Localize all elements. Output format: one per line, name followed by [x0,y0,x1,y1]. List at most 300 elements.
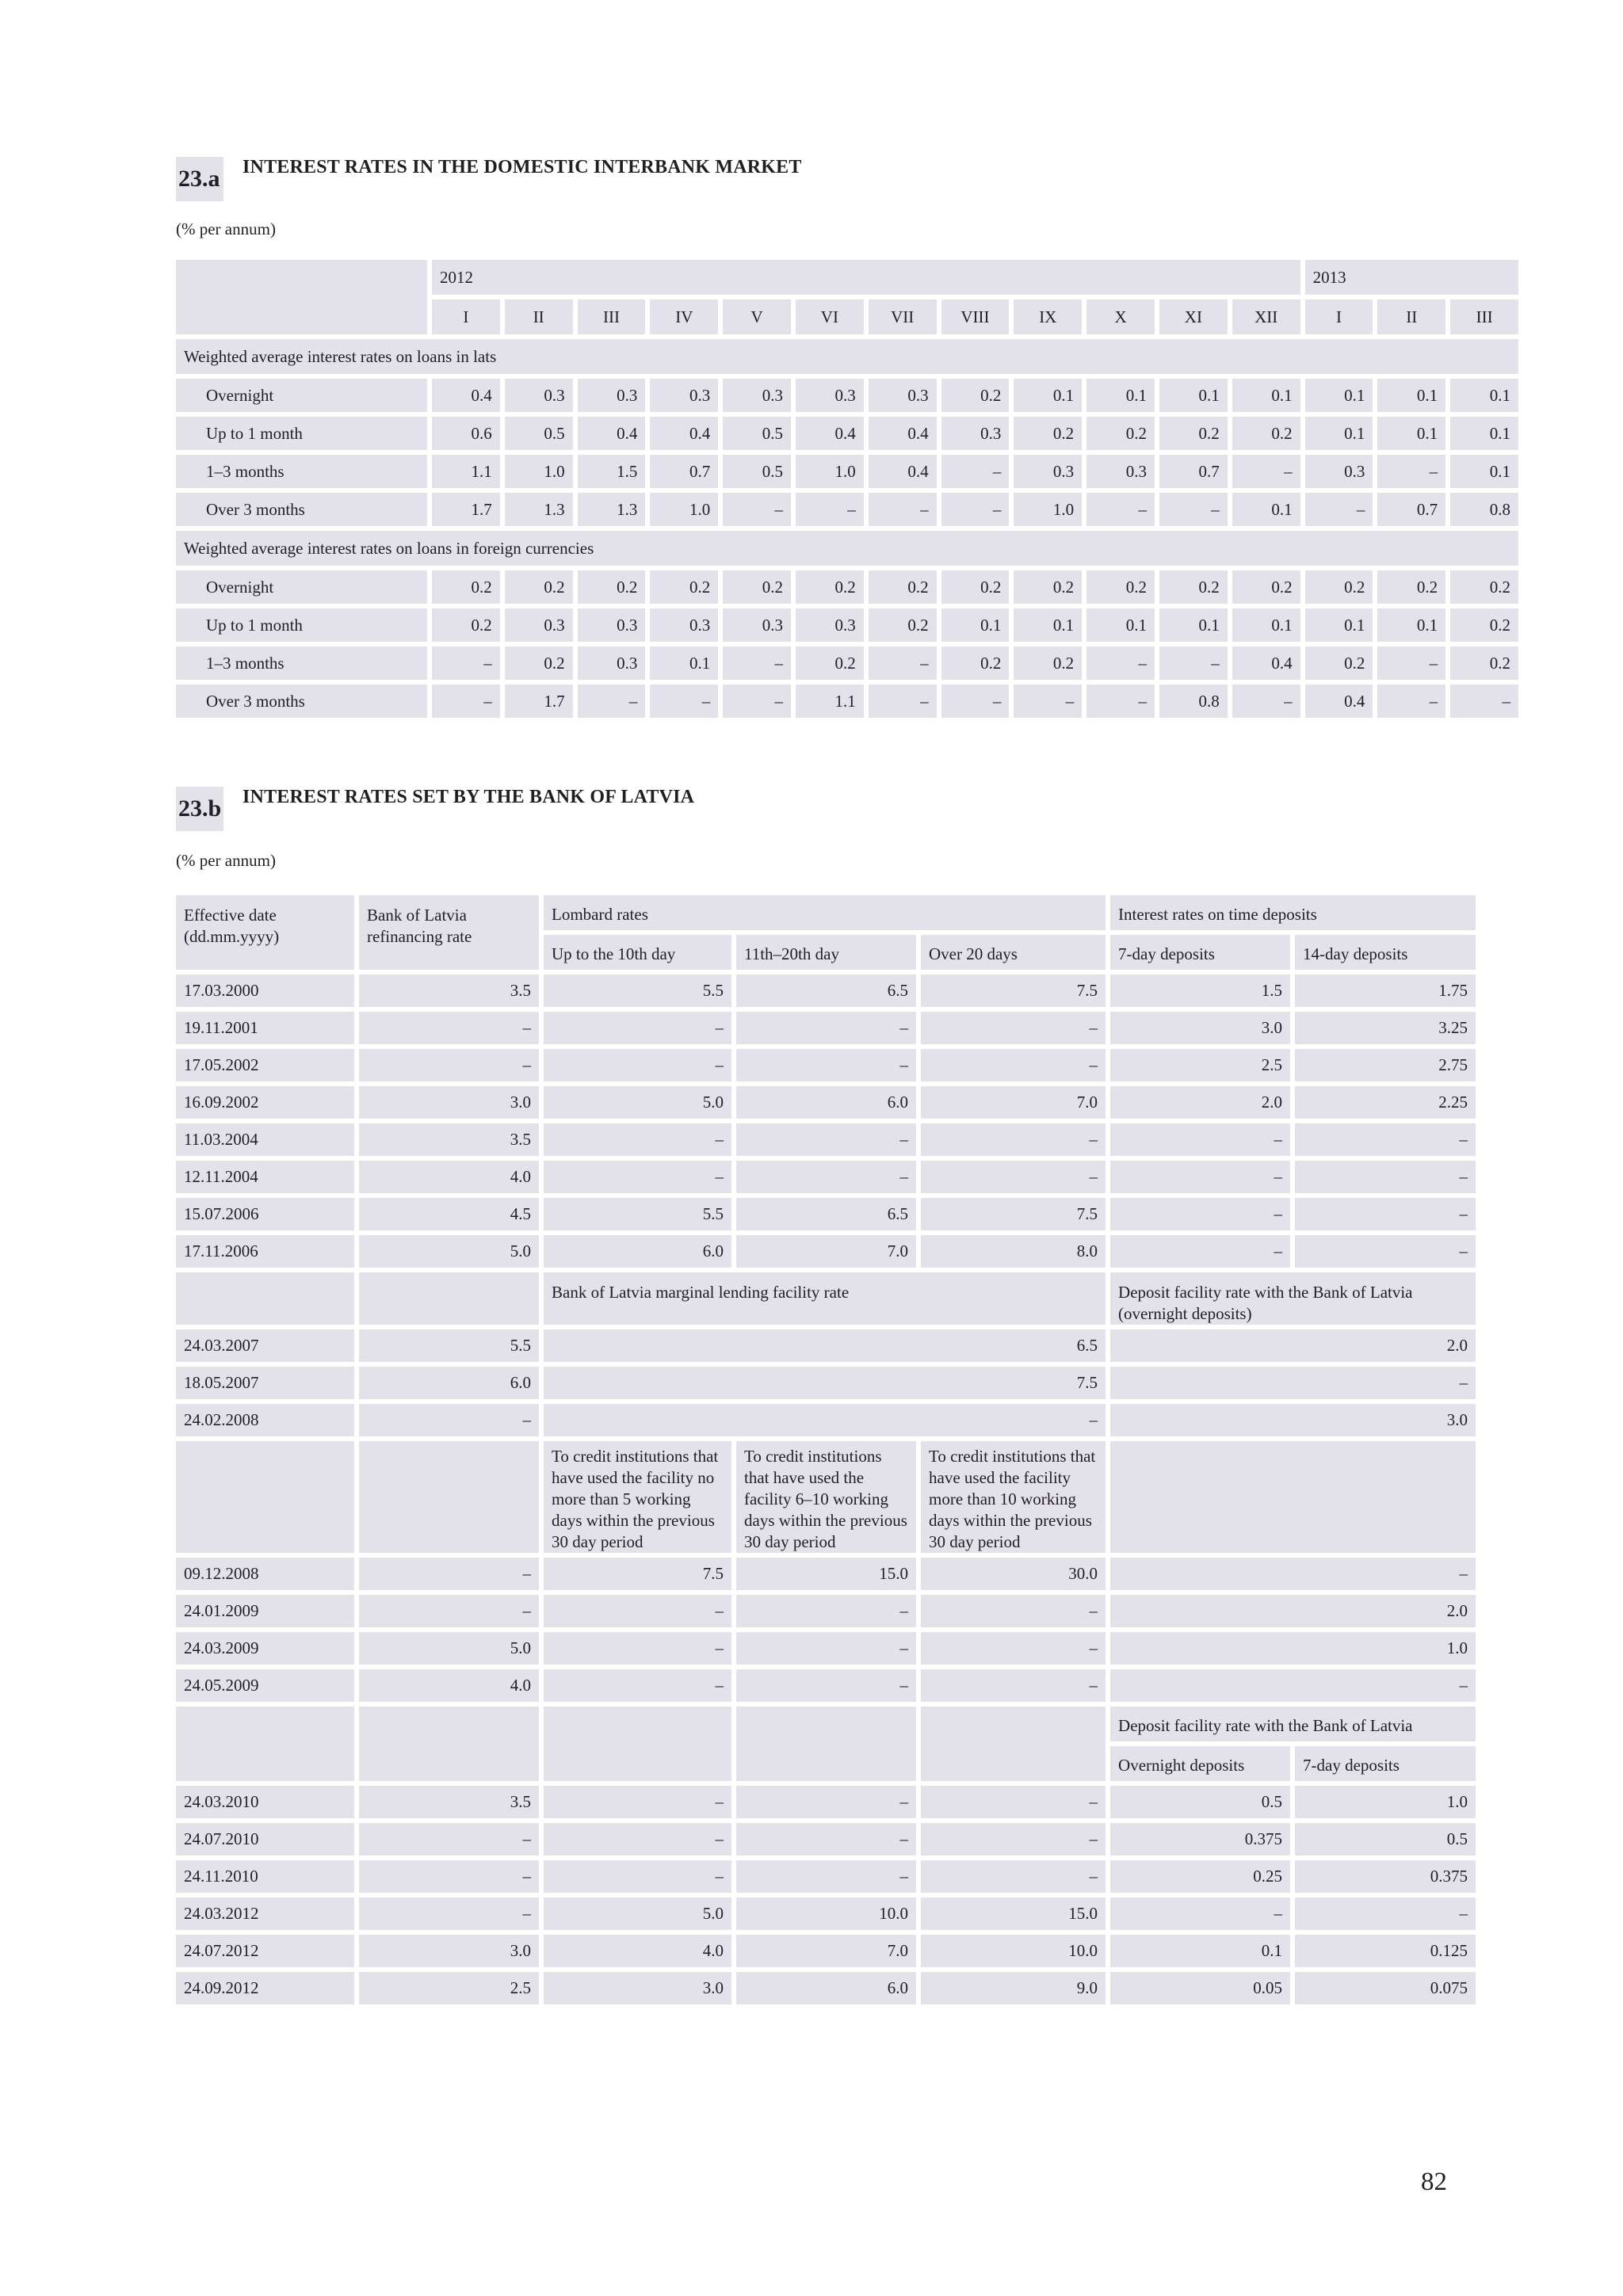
rate-value: – [1086,646,1155,680]
rate-value: – [941,685,1010,718]
rate-value: 0.2 [1014,570,1082,604]
rate-value: – [650,685,718,718]
data-row [176,1367,1476,1399]
rate-value: 0.2 [941,379,1010,412]
date-cell: 18.05.2007 [176,1367,354,1399]
rate-value: 0.1 [1450,455,1518,488]
rate-value: – [1159,646,1228,680]
rate-value: 0.1 [1377,417,1445,450]
group-label: Weighted average interest rates on loans in foreign currencies [176,531,1518,566]
rate-value: – [544,1161,731,1193]
rate-value: – [544,1123,731,1156]
rate-value: – [1377,646,1445,680]
rate-value: 0.2 [650,570,718,604]
rate-value: – [359,1012,539,1044]
rate-value: 3.5 [359,974,539,1007]
rate-value: – [869,685,937,718]
data-row [176,1786,1476,1818]
rate-value: – [544,1049,731,1081]
rate-value: 0.1 [1305,417,1373,450]
rate-value: – [921,1012,1106,1044]
data-row [176,1235,1476,1268]
rate-value: 0.2 [941,646,1010,680]
rate-value: 0.2 [1450,646,1518,680]
rate-value: 0.8 [1450,493,1518,526]
rate-value: 0.2 [1450,570,1518,604]
rate-value: 1.5 [578,455,646,488]
deposit-facility-overnight-header: Deposit facility rate with the Bank of Latvia (overnight deposits) [1110,1272,1476,1325]
date-cell: 17.03.2000 [176,974,354,1007]
rate-value: 0.7 [1159,455,1228,488]
rate-value: 1.75 [1295,974,1476,1007]
rate-value: 0.2 [1014,417,1082,450]
rate-value: – [1295,1897,1476,1930]
data-row [176,1329,1476,1362]
data-row [176,974,1476,1007]
rate-value: 0.1 [650,646,718,680]
rate-value: 0.2 [723,570,791,604]
rate-value: 0.2 [505,646,573,680]
rate-value: – [1086,493,1155,526]
credit-col-header: To credit institutions that have used the facility more than 10 working days within the previous 30 day period [921,1441,1106,1553]
data-row [176,1860,1476,1893]
rate-value: 0.05 [1110,1972,1290,2004]
rate-value: 7.0 [736,1935,916,1967]
rate-value: – [1110,1367,1476,1399]
rate-value: 0.2 [1305,646,1373,680]
row-label: Over 3 months [176,493,427,526]
rate-value: – [1110,1897,1290,1930]
data-row [176,1823,1476,1855]
data-row [176,1012,1476,1044]
rate-value: – [921,1786,1106,1818]
rate-value: 7.0 [921,1086,1106,1119]
rate-value: 0.2 [578,570,646,604]
date-cell: 16.09.2002 [176,1086,354,1119]
rate-value: 1.3 [578,493,646,526]
header-row [176,1441,1476,1553]
rate-value: 7.5 [921,974,1106,1007]
data-row [176,1161,1476,1193]
data-row [176,1123,1476,1156]
rate-value: 0.1 [1110,1935,1290,1967]
rate-value: 0.2 [1232,570,1300,604]
rate-value: 0.3 [796,379,864,412]
rate-value: 0.25 [1110,1860,1290,1893]
date-cell: 17.05.2002 [176,1049,354,1081]
row-label: 1–3 months [176,646,427,680]
rate-value: – [544,1404,1106,1436]
rate-value: – [796,493,864,526]
rate-value: 0.3 [650,379,718,412]
rate-value: 10.0 [921,1935,1106,1967]
rate-value: 0.4 [432,379,500,412]
rate-value: 2.75 [1295,1049,1476,1081]
rate-value: 3.5 [359,1123,539,1156]
row-label: Overnight [176,379,427,412]
rate-value: 0.3 [578,608,646,642]
data-row [176,685,1518,718]
rate-value: 0.3 [723,608,791,642]
rate-value: 1.0 [1014,493,1082,526]
rate-value: 0.1 [1014,379,1082,412]
rate-value: – [1305,493,1373,526]
date-cell: 19.11.2001 [176,1012,354,1044]
rate-value: 0.1 [1450,379,1518,412]
lombard-col-header: 11th–20th day [736,935,916,970]
rate-value: 1.7 [505,685,573,718]
rate-value: 0.5 [1295,1823,1476,1855]
empty-cell [176,1272,354,1325]
refinancing-rate-header: Bank of Latvia refinancing rate [359,895,539,970]
rate-value: 2.5 [359,1972,539,2004]
rate-value: – [736,1669,916,1702]
rate-value: 0.2 [796,570,864,604]
month-header: II [505,299,573,334]
rate-value: 1.1 [432,455,500,488]
rate-value: – [1232,455,1300,488]
data-row [176,455,1518,488]
rate-value: 2.0 [1110,1086,1290,1119]
month-header: III [1450,299,1518,334]
rate-value: 0.2 [505,570,573,604]
month-header: I [1305,299,1373,334]
rate-value: 0.1 [1305,379,1373,412]
data-row [176,1595,1476,1627]
rate-value: – [723,493,791,526]
empty-cell [1110,1441,1476,1553]
month-header: X [1086,299,1155,334]
rate-value: 2.5 [1110,1049,1290,1081]
rate-value: – [1450,685,1518,718]
rate-value: – [544,1012,731,1044]
empty-cell [359,1272,539,1325]
row-label: Overnight [176,570,427,604]
rate-value: 0.4 [869,455,937,488]
rate-value: – [1159,493,1228,526]
deposit-facility-col-header: 7-day deposits [1295,1746,1476,1781]
rate-value: – [921,1669,1106,1702]
date-cell: 15.07.2006 [176,1198,354,1230]
data-row [176,1049,1476,1081]
lombard-header: Lombard rates [544,895,1106,930]
rate-value: – [869,493,937,526]
marginal-lending-header: Bank of Latvia marginal lending facility rate [544,1272,1106,1325]
data-row [176,646,1518,680]
rate-value: – [432,685,500,718]
date-cell: 24.02.2008 [176,1404,354,1436]
rate-value: 2.0 [1110,1329,1476,1362]
deposit-facility-col-header: Overnight deposits [1110,1746,1290,1781]
month-header: XII [1232,299,1300,334]
rate-value: 6.0 [736,1972,916,2004]
section-a-title: INTEREST RATES IN THE DOMESTIC INTERBANK MARKET [242,157,802,177]
rate-value: 6.0 [544,1235,731,1268]
rate-value: 1.0 [1295,1786,1476,1818]
rate-value: – [544,1823,731,1855]
rate-value: 6.5 [544,1329,1106,1362]
rate-value: – [736,1632,916,1665]
rate-value: 3.0 [544,1972,731,2004]
rate-value: 5.5 [544,974,731,1007]
rate-value: – [1377,685,1445,718]
month-header: IV [650,299,718,334]
rate-value: 0.1 [1232,493,1300,526]
rate-value: 0.3 [723,379,791,412]
rate-value: – [432,646,500,680]
rate-value: 2.0 [1110,1595,1476,1627]
rate-value: 0.2 [432,608,500,642]
rate-value: – [1086,685,1155,718]
rate-value: 0.4 [1305,685,1373,718]
rate-value: – [544,1595,731,1627]
date-cell: 24.11.2010 [176,1860,354,1893]
rate-value: 0.2 [1159,570,1228,604]
rate-value: 0.4 [650,417,718,450]
rate-value: – [1232,685,1300,718]
empty-cell [544,1707,731,1781]
rate-value: – [578,685,646,718]
rate-value: 30.0 [921,1558,1106,1590]
bank-of-latvia-rates-table [171,891,1480,2009]
year-header: 2012 [432,260,1300,295]
rate-value: 0.1 [1086,379,1155,412]
rate-value: 6.0 [359,1367,539,1399]
rate-value: 0.3 [1014,455,1082,488]
date-cell: 24.01.2009 [176,1595,354,1627]
rate-value: 0.4 [869,417,937,450]
month-header: V [723,299,791,334]
month-header: II [1377,299,1445,334]
data-row [176,1404,1476,1436]
rate-value: 0.2 [1159,417,1228,450]
effective-date-header: Effective date (dd.mm.yyyy) [176,895,354,970]
rate-value: 0.3 [505,608,573,642]
rate-value: 0.5 [723,455,791,488]
rate-value: 3.0 [1110,1012,1290,1044]
rate-value: – [359,1897,539,1930]
rate-value: 0.6 [432,417,500,450]
rate-value: – [921,1632,1106,1665]
time-deposits-header: Interest rates on time deposits [1110,895,1476,930]
rate-value: 1.5 [1110,974,1290,1007]
rate-value: – [723,685,791,718]
rate-value: 0.2 [1086,417,1155,450]
month-header: III [578,299,646,334]
deposit-facility-header: Deposit facility rate with the Bank of Latvia [1110,1707,1476,1741]
rate-value: 0.4 [1232,646,1300,680]
data-row [176,1198,1476,1230]
rate-value: – [359,1049,539,1081]
rate-value: – [544,1860,731,1893]
empty-cell [176,1707,354,1781]
rate-value: 4.5 [359,1198,539,1230]
rate-value: – [736,1012,916,1044]
section-b-title: INTEREST RATES SET BY THE BANK OF LATVIA [242,787,695,807]
rate-value: – [736,1049,916,1081]
rate-value: – [1110,1198,1290,1230]
rate-value: 0.2 [869,608,937,642]
rate-value: – [921,1860,1106,1893]
rate-value: 0.375 [1110,1823,1290,1855]
row-label: 1–3 months [176,455,427,488]
rate-value: – [1110,1558,1476,1590]
section-b-number: 23.b [176,787,223,831]
rate-value: – [544,1669,731,1702]
lombard-col-header: Up to the 10th day [544,935,731,970]
rate-value: 0.8 [1159,685,1228,718]
rate-value: 0.1 [1159,379,1228,412]
rate-value: 4.0 [544,1935,731,1967]
rate-value: 1.7 [432,493,500,526]
rate-value: 0.1 [1377,379,1445,412]
rate-value: 0.3 [578,646,646,680]
header-row [176,895,1476,930]
rate-value: 15.0 [921,1897,1106,1930]
rate-value: 0.3 [941,417,1010,450]
rate-value: 15.0 [736,1558,916,1590]
date-cell: 24.09.2012 [176,1972,354,2004]
rate-value: 0.3 [650,608,718,642]
rate-value: – [921,1123,1106,1156]
rate-value: 0.5 [505,417,573,450]
rate-value: 1.0 [1110,1632,1476,1665]
empty-cell [176,1441,354,1553]
date-cell: 24.03.2007 [176,1329,354,1362]
rate-value: 0.1 [1232,608,1300,642]
row-label: Over 3 months [176,685,427,718]
rate-value: 1.3 [505,493,573,526]
rate-value: – [736,1595,916,1627]
row-label: Up to 1 month [176,417,427,450]
rate-value: – [1110,1669,1476,1702]
rate-value: 0.2 [1377,570,1445,604]
rate-value: 7.0 [736,1235,916,1268]
rate-value: 0.2 [1450,608,1518,642]
year-header-row [176,260,1518,295]
rate-value: – [736,1161,916,1193]
rate-value: – [921,1595,1106,1627]
data-row [176,1632,1476,1665]
rate-value: 0.075 [1295,1972,1476,2004]
rate-value: 0.5 [1110,1786,1290,1818]
row-label: Up to 1 month [176,608,427,642]
data-row [176,417,1518,450]
rate-value: – [1110,1123,1290,1156]
rate-value: 5.0 [359,1235,539,1268]
rate-value: 0.3 [796,608,864,642]
month-header: VIII [941,299,1010,334]
rate-value: – [723,646,791,680]
rate-value: – [1110,1235,1290,1268]
rate-value: – [1295,1161,1476,1193]
page-number: 82 [1421,2168,1447,2196]
rate-value: 0.1 [1450,417,1518,450]
rate-value: 0.4 [578,417,646,450]
rate-value: 0.1 [1305,608,1373,642]
rate-value: 1.0 [796,455,864,488]
rate-value: – [736,1786,916,1818]
rate-value: 0.5 [723,417,791,450]
rate-value: – [1295,1235,1476,1268]
rate-value: 0.3 [1086,455,1155,488]
deposit-col-header: 14-day deposits [1295,935,1476,970]
rate-value: 0.1 [1014,608,1082,642]
rate-value: – [921,1823,1106,1855]
rate-value: 1.1 [796,685,864,718]
rate-value: 0.7 [650,455,718,488]
rate-value: – [941,493,1010,526]
data-row [176,1558,1476,1590]
year-header: 2013 [1305,260,1518,295]
rate-value: 0.7 [1377,493,1445,526]
month-header: I [432,299,500,334]
rate-value: 4.0 [359,1161,539,1193]
deposit-col-header: 7-day deposits [1110,935,1290,970]
credit-col-header: To credit institutions that have used the facility 6–10 working days within the previous 30 day period [736,1441,916,1553]
interbank-rates-table [171,255,1523,723]
rate-value: – [921,1161,1106,1193]
rate-value: 0.2 [1086,570,1155,604]
data-row [176,1669,1476,1702]
date-cell: 24.05.2009 [176,1669,354,1702]
rate-value: – [359,1860,539,1893]
lombard-col-header: Over 20 days [921,935,1106,970]
rate-value: 3.25 [1295,1012,1476,1044]
rate-value: 0.3 [578,379,646,412]
empty-cell [359,1707,539,1781]
data-row [176,379,1518,412]
section-b-unit: (% per annum) [176,851,276,870]
data-row [176,1972,1476,2004]
credit-col-header: To credit institutions that have used the facility no more than 5 working days within the previous 30 day period [544,1441,731,1553]
rate-value: 0.2 [796,646,864,680]
corner-cell [176,260,427,334]
rate-value: 0.2 [1232,417,1300,450]
rate-value: 0.3 [505,379,573,412]
rate-value: 7.5 [544,1558,731,1590]
rate-value: 0.1 [1159,608,1228,642]
rate-value: 9.0 [921,1972,1106,2004]
rate-value: 6.5 [736,1198,916,1230]
rate-value: – [359,1558,539,1590]
rate-value: 3.0 [359,1086,539,1119]
rate-value: – [736,1860,916,1893]
rate-value: 7.5 [544,1367,1106,1399]
rate-value: 7.5 [921,1198,1106,1230]
rate-value: 6.0 [736,1086,916,1119]
date-cell: 24.07.2010 [176,1823,354,1855]
header-row [176,1707,1476,1741]
rate-value: 3.0 [359,1935,539,1967]
rate-value: 0.1 [1086,608,1155,642]
rate-value: – [359,1823,539,1855]
data-row [176,570,1518,604]
empty-cell [921,1707,1106,1781]
rate-value: – [1295,1198,1476,1230]
group-header-row [176,531,1518,566]
group-header-row [176,339,1518,374]
section-a-number: 23.a [176,157,223,201]
rate-value: 2.25 [1295,1086,1476,1119]
date-cell: 24.03.2012 [176,1897,354,1930]
rate-value: 1.0 [505,455,573,488]
rate-value: – [736,1123,916,1156]
date-cell: 24.07.2012 [176,1935,354,1967]
rate-value: 0.2 [869,570,937,604]
empty-cell [736,1707,916,1781]
data-row [176,1086,1476,1119]
